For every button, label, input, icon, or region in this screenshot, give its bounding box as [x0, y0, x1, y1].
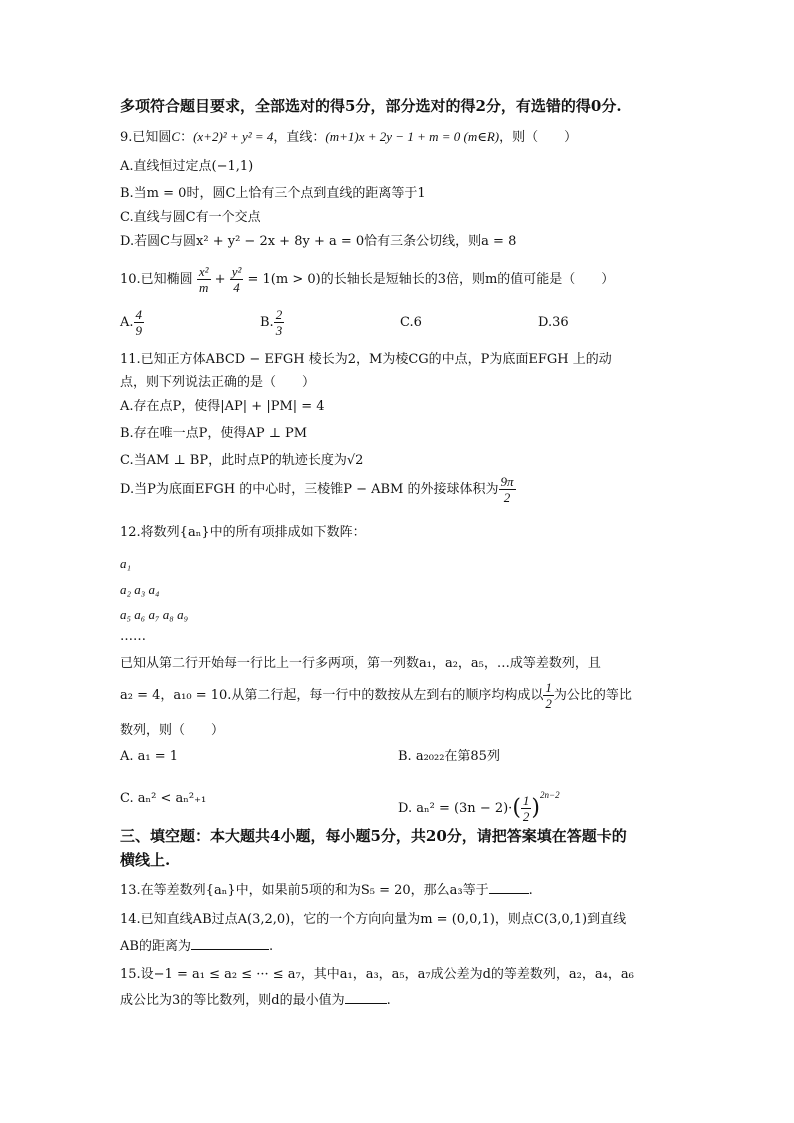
q15-line2-text: 成公比为3的等比数列，则d的最小值为: [120, 993, 345, 1008]
q15-line1: 15.设−1 = a₁ ≤ a₂ ≤ ··· ≤ a₇，其中a₁，a₃，a₅，a₇成公差为d的等差数列，a₂，a₄，a₆: [120, 967, 634, 982]
q10-option-d: D.36: [538, 315, 569, 330]
q10-prefix: 10.已知椭圆: [120, 272, 193, 287]
q11-line2: 点，则下列说法正确的是（ ）: [120, 375, 316, 390]
q12-line3-fraction: [543, 680, 554, 711]
q10-stem: [120, 262, 614, 298]
q12-line3: [120, 678, 632, 714]
section3-heading: 三、填空题：本大题共4小题，每小题5分，共20分，请把答案填在答题卡的: [120, 827, 627, 845]
q12-line3-suffix: 为公比的等比: [553, 688, 632, 703]
q9-stem-mid: ，直线：: [273, 130, 326, 145]
q13-text: 13.在等差数列{aₙ}中，如果前5项的和为S₅ = 20，那么a₃等于: [120, 883, 489, 898]
q12-option-d-numerator: 1: [522, 793, 530, 808]
q10-option-a-numerator: 4: [135, 307, 143, 322]
q9-option-a: A.直线恒过定点(−1,1): [120, 159, 254, 174]
q12-matrix-dots: ……: [120, 629, 146, 644]
q11-option-d-denominator: 2: [503, 490, 511, 505]
q10-plus: +: [214, 272, 226, 287]
q9-option-c: C.直线与圆C有一个交点: [120, 210, 261, 225]
q12-option-c: C. aₙ² < aₙ²₊₁: [120, 791, 207, 806]
q11-option-d: [120, 472, 516, 508]
q10-option-b: [260, 305, 284, 341]
q12-line1: 12.将数列{aₙ}中的所有项排成如下数阵：: [120, 525, 366, 540]
q12-matrix-row2: a₂ a₃ a₄: [120, 582, 160, 597]
q11-line1: 11.已知正方体ABCD − EFGH 棱长为2，M为棱CG的中点，P为底面EFGH 上的动: [120, 352, 612, 367]
q12-option-d-fraction: [521, 793, 532, 824]
q9-stem-suffix: ，则（ ）: [499, 130, 578, 145]
q13: [120, 882, 533, 899]
q12-option-a: A. a₁ = 1: [120, 749, 179, 764]
q12-line3-numerator: 1: [545, 680, 552, 695]
q12-option-b: B. a₂₀₂₂在第85列: [398, 749, 500, 764]
q10-option-a-fraction: [134, 307, 145, 338]
q12-line3-prefix: a₂ = 4，a₁₀ = 10.从第二行起，每一行中的数按从左到右的顺序均构成以: [120, 688, 544, 703]
q11-option-d-numerator: 9π: [500, 474, 514, 489]
q10-option-a: [120, 305, 144, 341]
q11-option-c: C.当AM ⊥ BP，此时点P的轨迹长度为√2: [120, 453, 364, 468]
q9-line-equation: (m+1)x + 2y − 1 + m = 0 (m∈R): [325, 129, 500, 144]
q12-matrix-row1: a₁: [120, 556, 132, 571]
q12-matrix-row3: a₅ a₆ a₇ a₈ a₉: [120, 607, 189, 622]
q9-circle-name: C: [171, 129, 181, 144]
q12-option-d: D. aₙ² = (3n − 2)·( $\frac{1}{2}$ )$^{2n-2}$: [398, 790, 560, 824]
q12-option-d-prefix: D. aₙ² = (3n − 2)·: [398, 801, 513, 816]
q10-option-b-denominator: 3: [275, 323, 283, 338]
q10-option-a-denominator: 9: [135, 323, 143, 338]
q10-frac1-numerator: x²: [198, 264, 209, 279]
q10-option-b-label: B.: [260, 315, 274, 330]
q12-line3-denominator: 2: [545, 696, 552, 711]
q14-line2-text: AB的距离为: [120, 939, 191, 954]
q9-option-d: D.若圆C与圆x² + y² − 2x + 8y + a = 0恰有三条公切线，则a = 8: [120, 234, 517, 249]
q10-rest: = 1(m > 0)的长轴长是短轴长的3倍，则m的值可能是（ ）: [247, 272, 615, 287]
q10-option-b-fraction: [274, 307, 285, 338]
q10-frac2-denominator: 4: [233, 280, 240, 295]
q10-frac1-denominator: m: [198, 280, 209, 295]
q9-option-b: B.当m = 0时，圆C上恰有三个点到直线的距离等于1: [120, 186, 426, 201]
q14-line1: 14.已知直线AB过点A(3,2,0)，它的一个方向向量为m = (0,0,1)，则点C(3,0,1)到直线: [120, 912, 627, 927]
q12-option-d-denominator: 2: [522, 809, 530, 824]
q15-end: .: [386, 993, 391, 1008]
q12-option-d-exponent: 2n−2: [540, 790, 560, 800]
q9-circle-equation: (x+2)² + y² = 4: [193, 129, 274, 144]
q10-fraction-x: [197, 264, 211, 295]
q10-option-a-label: A.: [120, 315, 134, 330]
q12-line4: 数列，则（ ）: [120, 723, 225, 738]
section-intro: 多项符合题目要求，全部选对的得5分，部分选对的得2分，有选错的得0分.: [120, 97, 622, 115]
q10-fraction-y: [230, 264, 244, 295]
q11-option-a: A.存在点P，使得|AP| + |PM| = 4: [120, 399, 325, 414]
q10-option-c: C.6: [400, 315, 422, 330]
q9-stem-prefix: 9.已知圆: [120, 130, 172, 145]
q14-answer-blank: [191, 949, 269, 950]
q11-option-b: B.存在唯一点P，使得AP ⊥ PM: [120, 426, 308, 441]
q10-option-b-numerator: 2: [275, 307, 283, 322]
q10-frac2-numerator: y²: [231, 264, 242, 279]
q14-line2: [120, 938, 273, 955]
section3-heading-line2: 横线上.: [120, 851, 171, 869]
q14-end: .: [268, 939, 274, 954]
q13-answer-blank: [489, 893, 529, 894]
q11-option-d-fraction: [499, 474, 516, 505]
q11-option-d-text: D.当P为底面EFGH 的中心时，三棱锥P − ABM 的外接球体积为: [120, 482, 499, 497]
q9-stem: 9.已知圆C：(x+2)² + y² = 4，直线：(m+1)x + 2y − 1 + m = 0 (m∈R)，则（ ）: [120, 129, 578, 145]
q15-answer-blank: [345, 1003, 387, 1004]
q15-line2: [120, 992, 391, 1009]
q12-line2: 已知从第二行开始每一行比上一行多两项，第一列数a₁，a₂，a₅，…成等差数列，且: [120, 656, 601, 671]
q13-end: .: [528, 883, 533, 898]
